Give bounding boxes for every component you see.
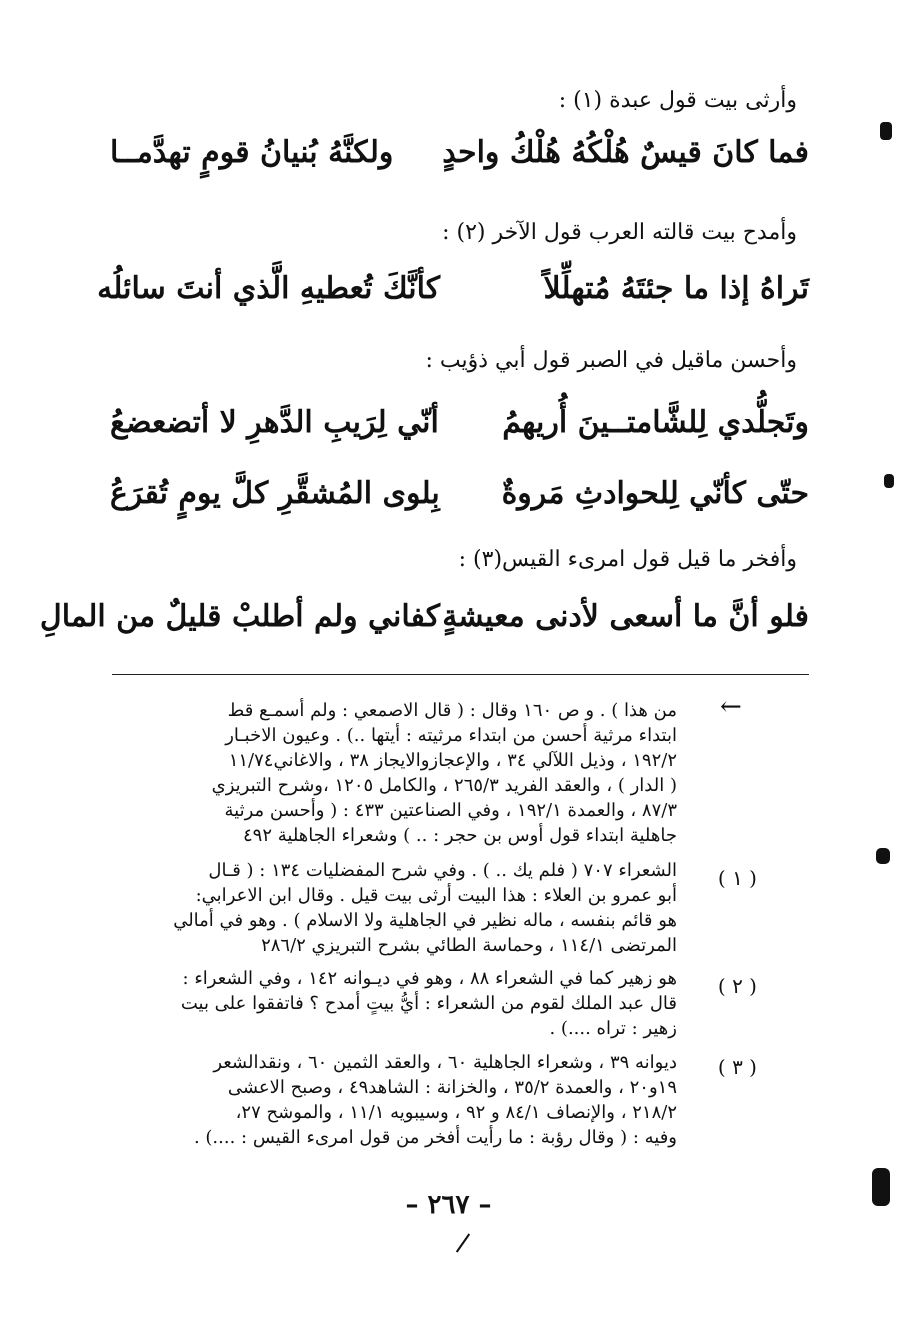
footnote-line: ١٩و٢٠ ، والعمدة ٣٥/٢ ، والخزانة : الشاهد٤٩ ، وصبح الاعشى bbox=[227, 1077, 677, 1098]
footnote-line: ١٩٢/٢ ، وذيل اللآلي ٣٤ ، والإعجازوالايجاز ٣٨ ، والاغاني١١/٧٤ bbox=[228, 750, 677, 771]
intro-line-1: وأرثى بيت قول عبدة (١) : bbox=[558, 88, 797, 113]
verse-3-first-hemistich: وتَجلُّدي لِلشَّامتــينَ أُريهمُ bbox=[502, 405, 809, 440]
footnote-number-3: ( ٣ ) bbox=[717, 1055, 757, 1079]
footnote-2 bbox=[95, 966, 677, 1041]
scan-mark bbox=[872, 1168, 890, 1206]
footnote-line: هو زهير كما في الشعراء ٨٨ ، وهو في ديـوانه ١٤٢ ، وفي الشعراء : bbox=[182, 968, 677, 989]
footnote-line: من هذا ) . و ص ١٦٠ وقال : ( قال الاصمعي : ولم أسمـع قط bbox=[227, 700, 677, 721]
verse-5-first-hemistich: فلو أنَّ ما أسعى لأدنى معيشةٍ bbox=[442, 599, 809, 634]
verse-2-second-hemistich: كأنَّكَ تُعطيهِ الَّذي أنتَ سائلُه bbox=[97, 271, 440, 306]
continuation-arrow-icon: ← bbox=[720, 692, 742, 722]
footnote-line: زهير : تراه ....) . bbox=[549, 1018, 677, 1039]
verse-4-second-hemistich: بِلوى المُشقَّرِ كلَّ يومٍ تُقرَعُ bbox=[110, 476, 440, 511]
footnote-continuation bbox=[95, 698, 677, 848]
footnote-line: ٢١٨/٢ ، والإنصاف ٨٤/١ و ٩٢ ، وسيبويه ١١/١ ، والموشح ٢٧، bbox=[235, 1102, 677, 1123]
footnote-3 bbox=[95, 1050, 677, 1150]
page-number: – ٢٦٧ – bbox=[405, 1190, 492, 1220]
verse-2-first-hemistich: تَراهُ إذا ما جئتَهُ مُتهلِّلاً bbox=[543, 271, 809, 306]
footnote-line: المرتضى ١١٤/١ ، وحماسة الطائي بشرح التبريزي ٢٨٦/٢ bbox=[261, 935, 677, 956]
footnote-line: الشعراء ٧٠٧ ( فلم يك .. ) . وفي شرح المفضليات ١٣٤ : ( قـال bbox=[208, 860, 677, 881]
intro-line-2: وأمدح بيت قالته العرب قول الآخر (٢) : bbox=[442, 220, 797, 245]
footnote-line: ديوانه ٣٩ ، وشعراء الجاهلية ٦٠ ، والعقد الثمين ٦٠ ، ونقدالشعر bbox=[213, 1052, 677, 1073]
footnote-line: ٨٧/٣ ، والعمدة ١٩٢/١ ، وفي الصناعتين ٤٣٣ : ( وأحسن مرثية bbox=[224, 800, 677, 821]
verse-1-second-hemistich: ولكنَّهُ بُنيانُ قومٍ تهدَّمــا bbox=[110, 135, 394, 170]
footnote-line: أبو عمرو بن العلاء : هذا البيت أرثى بيت قيل . وقال ابن الاعرابي: bbox=[195, 885, 677, 906]
intro-line-3: وأحسن ماقيل في الصبر قول أبي ذؤيب : bbox=[425, 348, 797, 373]
footnote-line: وفيه : ( وقال رؤبة : ما رأيت أفخر من قول امرىء القيس : ....) . bbox=[193, 1127, 677, 1148]
verse-5-second-hemistich: كفاني ولم أطلبْ قليلٌ من المالِ bbox=[39, 599, 440, 634]
scan-mark bbox=[876, 848, 890, 864]
scan-mark bbox=[880, 122, 892, 140]
footnote-separator bbox=[112, 674, 809, 675]
footnote-number-2: ( ٢ ) bbox=[717, 974, 757, 998]
verse-4-first-hemistich: حتّى كأنّي لِلحوادثِ مَروةٌ bbox=[501, 476, 809, 511]
footnote-1 bbox=[95, 858, 677, 958]
verse-1-first-hemistich: فما كانَ قيسٌ هُلْكُهُ هُلْكُ واحدٍ bbox=[442, 135, 809, 170]
scan-mark bbox=[884, 474, 894, 488]
footnote-line: جاهلية ابتداء قول أوس بن حجر : .. ) وشعراء الجاهلية ٤٩٢ bbox=[243, 825, 677, 846]
intro-line-4: وأفخر ما قيل قول امرىء القيس(٣) : bbox=[458, 547, 797, 572]
scan-mark bbox=[456, 1233, 470, 1252]
footnote-number-1: ( ١ ) bbox=[717, 866, 757, 890]
footnote-line: قال عبد الملك لقوم من الشعراء : أيُّ بيتٍ أمدح ؟ فاتفقوا على بيت bbox=[180, 993, 677, 1014]
footnote-line: ( الدار ) ، والعقد الفريد ٢٦٥/٣ ، والكامل ١٢٠٥ ،وشرح التبريزي bbox=[211, 775, 677, 796]
footnote-line: ابتداء مرثية أحسن من ابتداء مرثيته : أيتها ..) . وعيون الاخبـار bbox=[225, 725, 677, 746]
footnote-line: هو قائم بنفسه ، ماله نظير في الجاهلية ولا الاسلام ) . وهو في أمالي bbox=[173, 910, 677, 931]
verse-3-second-hemistich: أنّي لِرَيبِ الدَّهرِ لا أتضعضعُ bbox=[110, 405, 439, 440]
